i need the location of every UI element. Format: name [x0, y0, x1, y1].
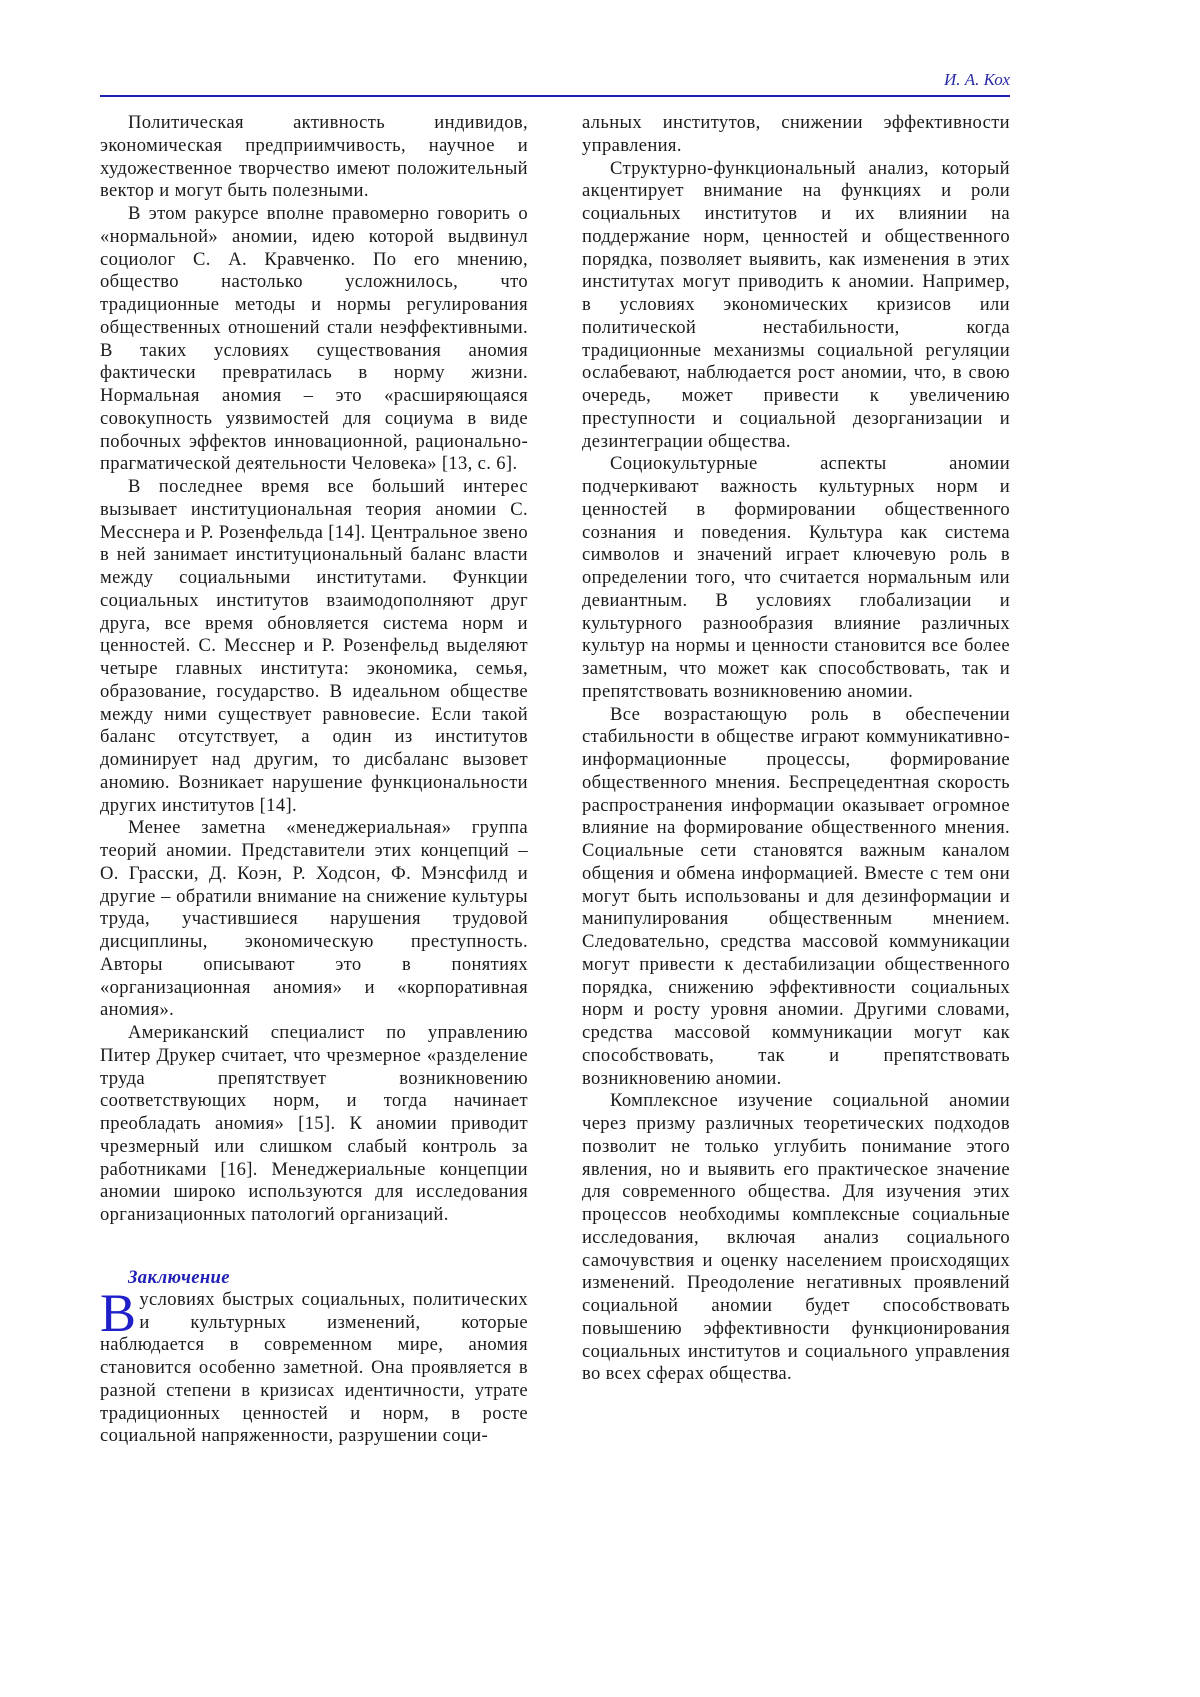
paragraph: В последнее время все больший интерес вызывает институциональная теория аномии С. Месснера и Р. Розенфельда [14]. Центральное звено в ней занимает институциональный баланс власти между социальными институтами. Функции социальных институтов взаимодополняют друг друга, все время обновляется система норм и ценностей. С. Месснер и Р. Розенфельд выделяют четыре главных института: экономика, семья, образование, государство. В идеальном обществе между ними существует равновесие. Если такой баланс отсутствует, а один из институтов доминирует над другим, то дисбаланс вызовет аномию. Возникает нарушение функциональности других институтов [14].: [100, 476, 528, 816]
header-rule: [100, 95, 1010, 97]
drop-cap: В: [100, 1282, 137, 1343]
paragraph: Менее заметна «менеджериальная» группа теорий аномии. Представители этих концепций – О. Грасски, Д. Коэн, Р. Ходсон, Ф. Мэнсфилд и другие – обратили внимание на снижение культуры труда, участившиеся нарушения трудовой дисциплины, экономическую преступность. Авторы описывают это в понятиях «организационная аномия» и «корпоративная аномия».: [100, 817, 528, 1021]
conclusion-text: условиях быстрых социальных, политических и культурных изменений, которые наблюдается в современном мире, аномия становится особенно заметной. Она проявляется в разной степени в кризисах идентичности, утрате традиционных ценностей и норм, в росте социальной напряженности, разрушении соци-: [100, 1288, 528, 1447]
paragraph: Все возрастающую роль в обеспечении стабильности в обществе играют коммуникативно-информационные процессы, формирование общественного мнения. Беспрецедентная скорость распространения информации оказывает огромное влияние на формирование общественного мнения. Социальные сети становятся важным каналом общения и обмена информацией. Вместе с тем они могут быть использованы и для дезинформации и манипулирования общественным мнением. Следовательно, средства массовой коммуникации могут привести к дестабилизации общественного порядка, снижению эффективности социальных норм и росту уровня аномии. Другими словами, средства массовой коммуникации могут как способствовать, так и препятствовать возникновению аномии.: [582, 703, 1010, 1089]
right-column: [582, 112, 1010, 1386]
conclusion-paragraph: [100, 1282, 528, 1448]
paragraph: Комплексное изучение социальной аномии через призму различных теоретических подходов позволит не только углубить понимание этого явления, но и выявить его практическое значение для современного общества. Для изучения этих процессов необходимы комплексные социальные исследования, включая анализ социального самочувствия и оценку населением происходящих изменений. Преодоление негативных проявлений социальной аномии будет способствовать повышению эффективности функционирования социальных институтов и социального управления во всех сферах общества.: [582, 1090, 1010, 1385]
paragraph: Социокультурные аспекты аномии подчеркивают важность культурных норм и ценностей в формировании общественного сознания и поведения. Культура как система символов и значений играет ключевую роль в определении того, что считается нормальным или девиантным. В условиях глобализации и культурного разнообразия влияние различных культур на нормы и ценности становится все более заметным, что может как способствовать, так и препятствовать возникновению аномии.: [582, 453, 1010, 702]
paragraph: В этом ракурсе вполне правомерно говорить о «нормальной» аномии, идею которой выдвинул социолог С. А. Кравченко. По его мнению, общество настолько усложнилось, что традиционные методы и нормы регулирования общественных отношений стали неэффективными. В таких условиях существования аномия фактически превратилась в норму жизни. Нормальная аномия – это «расширяющаяся совокупность уязвимостей для социума в виде побочных эффектов инновационной, рационально-прагматической деятельности Человека» [13, с. 6].: [100, 203, 528, 475]
paragraph: Структурно-функциональный анализ, который акцентирует внимание на функциях и роли социальных институтов и их влиянии на поддержание норм, ценностей и общественного порядка, позволяет выявить, как изменения в этих институтах могут приводить к аномии. Например, в условиях экономических кризисов или политической нестабильности, когда традиционные механизмы социальной регуляции ослабевают, наблюдается рост аномии, что, в свою очередь, может привести к увеличению преступности и социальной дезорганизации и дезинтеграции общества.: [582, 157, 1010, 452]
paragraph-continuation: альных институтов, снижении эффективности управления.: [582, 112, 1010, 156]
section-heading-conclusion: Заключение: [128, 1266, 230, 1288]
paragraph: Американский специалист по управлению Питер Друкер считает, что чрезмерное «разделение труда препятствует возникновению соответствующих норм, и тогда начинает преобладать аномия» [15]. К аномии приводит чрезмерный или слишком слабый контроль за работниками [16]. Менеджериальные концепции аномии широко используются для исследования организационных патологий организаций.: [100, 1022, 528, 1225]
left-column: [100, 112, 528, 1448]
running-header-author: И. А. Кох: [943, 70, 1010, 89]
paragraph: Политическая активность индивидов, экономическая предприимчивость, научное и художественное творчество имеют положительный вектор и могут быть полезными.: [100, 112, 528, 202]
